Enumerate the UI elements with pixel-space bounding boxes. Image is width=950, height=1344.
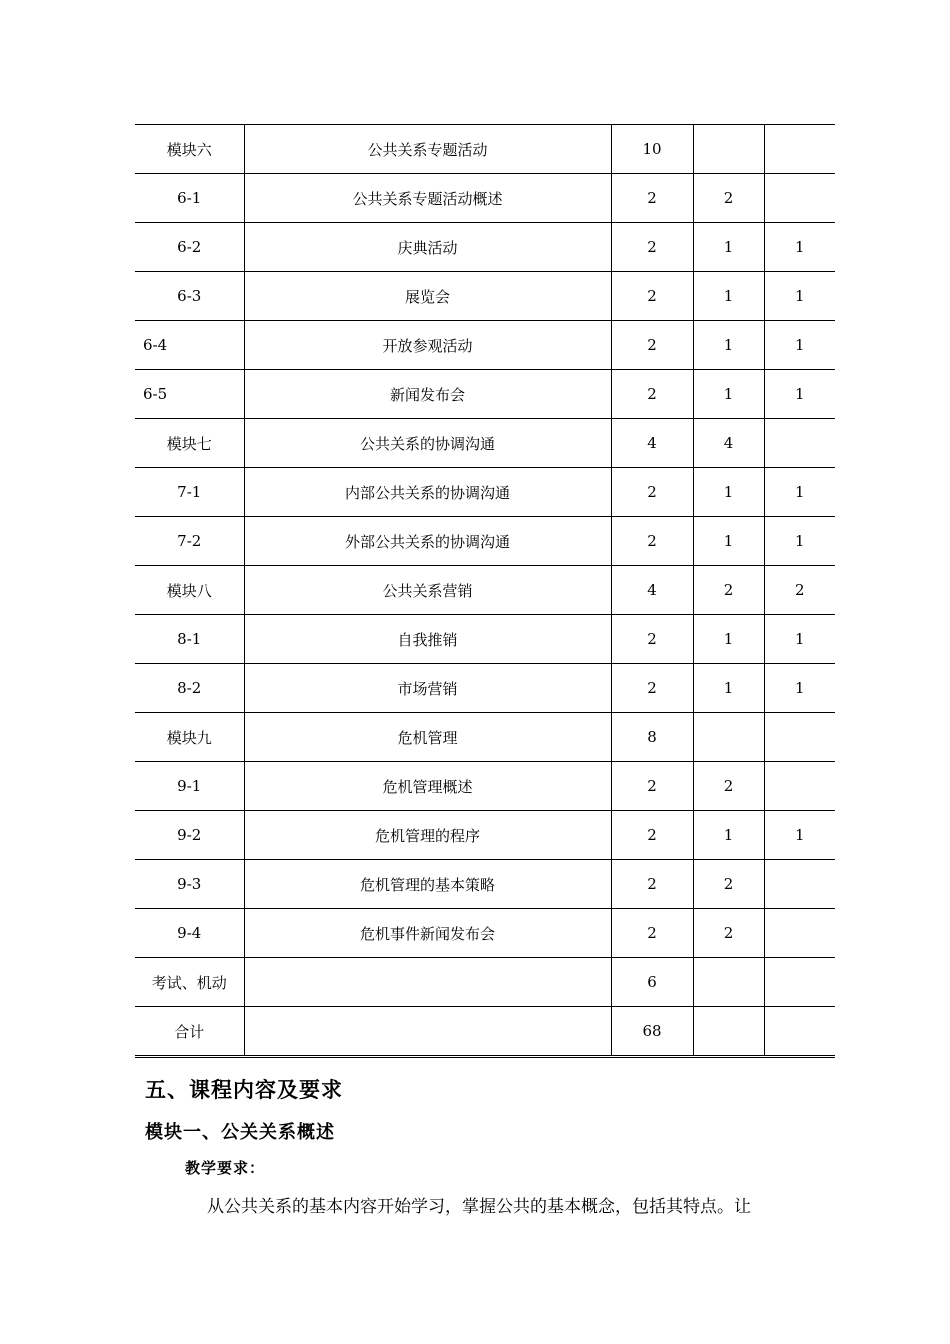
table-row: [135, 419, 835, 468]
row-id-cell: 8-2: [135, 664, 244, 713]
row-practice-hours-cell: 1: [764, 468, 835, 517]
row-name-cell: [244, 1007, 611, 1057]
row-name-cell: 危机管理: [244, 713, 611, 762]
table-row: [135, 566, 835, 615]
row-hours-cell: 68: [611, 1007, 693, 1057]
row-theory-hours-cell: 2: [693, 566, 764, 615]
row-practice-hours-cell: [764, 762, 835, 811]
row-hours-cell: 2: [611, 811, 693, 860]
row-id-cell: 9-2: [135, 811, 244, 860]
row-hours-cell: 2: [611, 860, 693, 909]
row-practice-hours-cell: [764, 713, 835, 762]
row-practice-hours-cell: [764, 1007, 835, 1057]
section-heading: 五、课程内容及要求: [145, 1078, 343, 1102]
teaching-requirements-label: 教学要求：: [185, 1159, 266, 1177]
row-hours-cell: 2: [611, 615, 693, 664]
row-id-cell: 9-4: [135, 909, 244, 958]
row-practice-hours-cell: [764, 909, 835, 958]
row-theory-hours-cell: [693, 958, 764, 1007]
row-name-cell: 内部公共关系的协调沟通: [244, 468, 611, 517]
row-hours-cell: 2: [611, 909, 693, 958]
row-id-cell: 模块九: [135, 713, 244, 762]
row-practice-hours-cell: [764, 174, 835, 223]
row-name-cell: [244, 958, 611, 1007]
row-name-cell: 开放参观活动: [244, 321, 611, 370]
row-practice-hours-cell: [764, 125, 835, 174]
row-practice-hours-cell: 1: [764, 664, 835, 713]
row-id-cell: 6-5: [135, 370, 244, 419]
row-hours-cell: 10: [611, 125, 693, 174]
row-id-cell: 考试、机动: [135, 958, 244, 1007]
table-row: [135, 811, 835, 860]
row-id-cell: 7-1: [135, 468, 244, 517]
module-heading: 模块一、公关关系概述: [145, 1122, 335, 1143]
table-row: [135, 1007, 835, 1057]
row-hours-cell: 2: [611, 468, 693, 517]
table-row: [135, 762, 835, 811]
row-id-cell: 9-3: [135, 860, 244, 909]
row-theory-hours-cell: [693, 125, 764, 174]
table-body: [135, 125, 835, 1057]
row-name-cell: 公共关系营销: [244, 566, 611, 615]
row-name-cell: 外部公共关系的协调沟通: [244, 517, 611, 566]
row-id-cell: 6-2: [135, 223, 244, 272]
row-name-cell: 自我推销: [244, 615, 611, 664]
row-id-cell: 模块六: [135, 125, 244, 174]
table-row: [135, 517, 835, 566]
row-hours-cell: 2: [611, 272, 693, 321]
row-practice-hours-cell: 1: [764, 517, 835, 566]
table-row: [135, 174, 835, 223]
row-practice-hours-cell: [764, 860, 835, 909]
row-theory-hours-cell: 1: [693, 370, 764, 419]
row-theory-hours-cell: 2: [693, 860, 764, 909]
row-theory-hours-cell: 2: [693, 174, 764, 223]
table-row: [135, 615, 835, 664]
row-name-cell: 危机管理概述: [244, 762, 611, 811]
row-practice-hours-cell: 1: [764, 370, 835, 419]
table-row: [135, 860, 835, 909]
row-theory-hours-cell: 1: [693, 272, 764, 321]
table-row: [135, 909, 835, 958]
row-hours-cell: 6: [611, 958, 693, 1007]
row-id-cell: 模块八: [135, 566, 244, 615]
row-theory-hours-cell: 1: [693, 468, 764, 517]
row-id-cell: 6-3: [135, 272, 244, 321]
row-practice-hours-cell: 2: [764, 566, 835, 615]
row-name-cell: 市场营销: [244, 664, 611, 713]
row-theory-hours-cell: [693, 713, 764, 762]
table-row: [135, 713, 835, 762]
row-theory-hours-cell: 2: [693, 762, 764, 811]
table-row: [135, 321, 835, 370]
row-hours-cell: 4: [611, 419, 693, 468]
row-theory-hours-cell: 1: [693, 615, 764, 664]
body-paragraph: 从公共关系的基本内容开始学习，掌握公共的基本概念，包括其特点。让: [207, 1197, 751, 1217]
row-practice-hours-cell: 1: [764, 615, 835, 664]
row-practice-hours-cell: [764, 958, 835, 1007]
row-hours-cell: 2: [611, 517, 693, 566]
row-name-cell: 危机事件新闻发布会: [244, 909, 611, 958]
row-hours-cell: 2: [611, 762, 693, 811]
row-hours-cell: 2: [611, 321, 693, 370]
row-name-cell: 公共关系专题活动概述: [244, 174, 611, 223]
course-hours-table: [135, 124, 835, 1058]
row-practice-hours-cell: 1: [764, 272, 835, 321]
row-id-cell: 7-2: [135, 517, 244, 566]
row-hours-cell: 2: [611, 370, 693, 419]
row-theory-hours-cell: 1: [693, 223, 764, 272]
row-theory-hours-cell: [693, 1007, 764, 1057]
row-practice-hours-cell: 1: [764, 223, 835, 272]
row-name-cell: 公共关系的协调沟通: [244, 419, 611, 468]
table-row: [135, 272, 835, 321]
row-id-cell: 8-1: [135, 615, 244, 664]
table-row: [135, 958, 835, 1007]
row-name-cell: 展览会: [244, 272, 611, 321]
row-theory-hours-cell: 1: [693, 321, 764, 370]
row-practice-hours-cell: [764, 419, 835, 468]
row-theory-hours-cell: 1: [693, 811, 764, 860]
table-row: [135, 468, 835, 517]
row-id-cell: 合计: [135, 1007, 244, 1057]
row-hours-cell: 2: [611, 664, 693, 713]
row-name-cell: 危机管理的程序: [244, 811, 611, 860]
row-name-cell: 新闻发布会: [244, 370, 611, 419]
table-row: [135, 223, 835, 272]
row-id-cell: 9-1: [135, 762, 244, 811]
row-id-cell: 模块七: [135, 419, 244, 468]
row-hours-cell: 2: [611, 174, 693, 223]
row-practice-hours-cell: 1: [764, 811, 835, 860]
row-hours-cell: 4: [611, 566, 693, 615]
table-row: [135, 370, 835, 419]
table-row: [135, 664, 835, 713]
row-hours-cell: 8: [611, 713, 693, 762]
row-theory-hours-cell: 1: [693, 664, 764, 713]
row-name-cell: 公共关系专题活动: [244, 125, 611, 174]
row-id-cell: 6-4: [135, 321, 244, 370]
row-id-cell: 6-1: [135, 174, 244, 223]
row-theory-hours-cell: 4: [693, 419, 764, 468]
table-row: [135, 125, 835, 174]
row-practice-hours-cell: 1: [764, 321, 835, 370]
row-name-cell: 危机管理的基本策略: [244, 860, 611, 909]
row-theory-hours-cell: 1: [693, 517, 764, 566]
row-hours-cell: 2: [611, 223, 693, 272]
row-theory-hours-cell: 2: [693, 909, 764, 958]
row-name-cell: 庆典活动: [244, 223, 611, 272]
